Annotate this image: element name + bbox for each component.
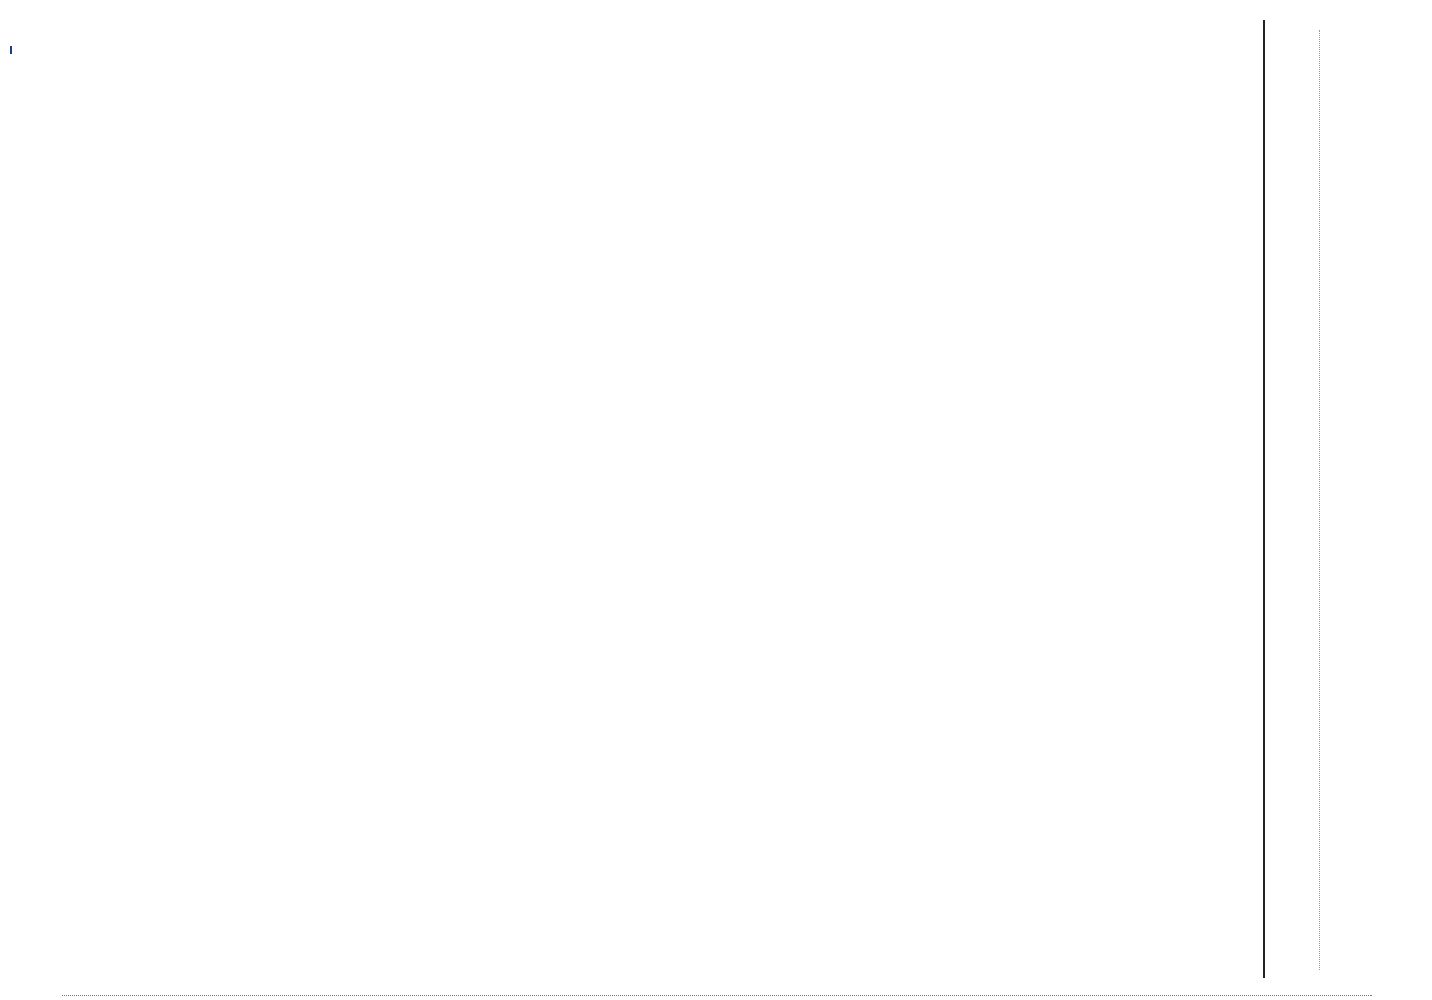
page-header [1274,22,1293,972]
intro-line [1008,0,1027,1000]
soda-intro [1008,0,1046,1000]
scan-edge-dots [1319,30,1320,970]
dfg-logo [10,46,12,54]
digitization-credit [4,40,23,54]
intro-line [1027,0,1046,1000]
header-rule [1263,20,1265,978]
scan-margin-dots [62,995,1372,1000]
